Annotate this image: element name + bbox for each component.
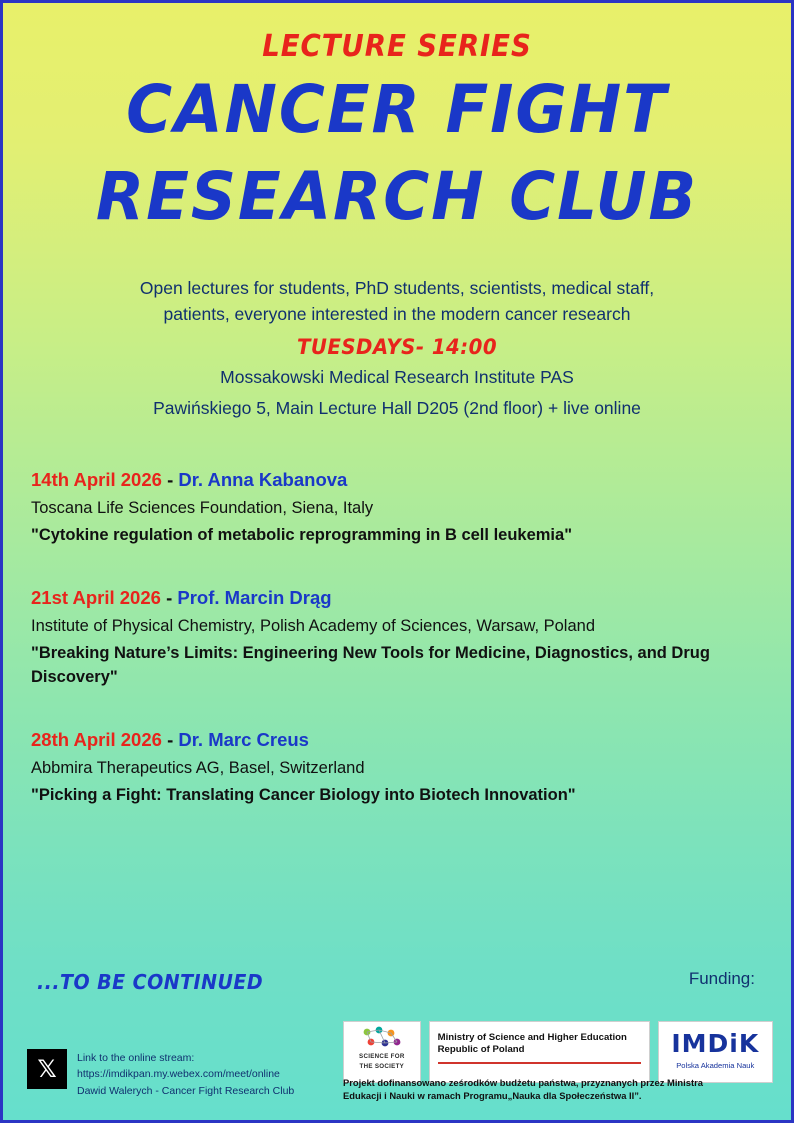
lecture-heading [31,586,763,611]
intro-lead-line-2: patients, everyone interested in the modern cancer research [163,303,631,324]
schedule-time: TUESDAYS- 14:00 [296,334,498,359]
lecture-date: 14th April 2026 [31,468,162,490]
ministry-rule-divider [438,1062,641,1064]
stream-label: Link to the online stream: [77,1052,195,1064]
imdik-logo [658,1021,773,1083]
lecture-item [31,468,763,548]
sponsor-logos [343,1021,773,1083]
poster-header [3,3,791,242]
poster-title-line-2: RESEARCH CLUB [95,158,699,236]
stream-details [77,1049,294,1099]
lecture-item [31,728,763,808]
funding-note [343,1076,763,1102]
lecture-affiliation: Abbmira Therapeutics AG, Basel, Switzerland [31,758,365,777]
to-be-continued-note: ...TO BE CONTINUED [36,970,264,994]
lecture-talk-title: "Cytokine regulation of metabolic reprogramming in B cell leukemia" [31,525,573,544]
imdik-wordmark: IMDiK [671,1029,760,1058]
stream-url[interactable]: https://imdikpan.my.webex.com/meet/online [77,1068,280,1081]
lecture-date: 28th April 2026 [31,728,162,750]
lecture-talk-title: "Picking a Fight: Translating Cancer Biology into Biotech Innovation" [31,785,576,804]
stream-host: Dawid Walerych - Cancer Fight Research Club [77,1084,295,1097]
funding-label: Funding: [688,969,755,988]
science-for-society-logo [343,1021,421,1083]
funding-note-line-2: Edukacji i Nauki w ramach Programu„Nauka dla Społeczeństwa II”. [343,1090,642,1102]
poster-title-line-1: CANCER FIGHT [126,71,668,148]
venue-line-2: Pawińskiego 5, Main Lecture Hall D205 (2nd floor) + live online [153,398,641,419]
lecture-date: 21st April 2026 [31,586,161,608]
funding-note-line-1: Projekt dofinansowano ześrodków budżetu państwa, przyznanych przez Ministra [343,1077,703,1088]
ministry-logo [429,1021,650,1083]
lecture-affiliation: Institute of Physical Chemistry, Polish Academy of Sciences, Warsaw, Poland [31,616,595,635]
lecture-speaker: Dr. Anna Kabanova [178,468,348,490]
lecture-list [3,468,791,808]
lecture-speaker: Prof. Marcin Drąg [177,586,332,608]
intro-lead-line-1: Open lectures for students, PhD students, scientists, medical staff, [139,278,655,299]
lecture-dash: - [167,728,174,750]
intro-block [3,276,791,422]
lecture-talk-title: "Breaking Nature’s Limits: Engineering New Tools for Medicine, Diagnostics, and Drug Discovery" [31,643,710,686]
online-stream-block [27,1049,294,1099]
venue-line-1: Mossakowski Medical Research Institute PAS [220,366,574,387]
ministry-line-1: Ministry of Science and Higher Education [437,1032,627,1043]
science-for-society-line-2: THE SOCIETY [359,1062,405,1070]
ministry-line-2: Republic of Poland [437,1043,525,1055]
kicker-lecture-series: LECTURE SERIES [262,29,532,64]
lecture-item [31,586,763,690]
x-social-icon[interactable]: 𝕏 [27,1049,67,1089]
science-for-society-line-1: SCIENCE FOR [359,1053,405,1060]
lecture-heading [31,468,763,493]
lecture-dash: - [167,468,174,490]
science-for-society-mark-icon [346,1025,418,1051]
lecture-affiliation: Toscana Life Sciences Foundation, Siena, Italy [31,498,374,517]
imdik-subtitle: Polska Akademia Nauk [676,1061,755,1070]
lecture-speaker: Dr. Marc Creus [178,728,309,750]
lecture-dash: - [166,586,173,608]
lecture-heading [31,728,763,753]
